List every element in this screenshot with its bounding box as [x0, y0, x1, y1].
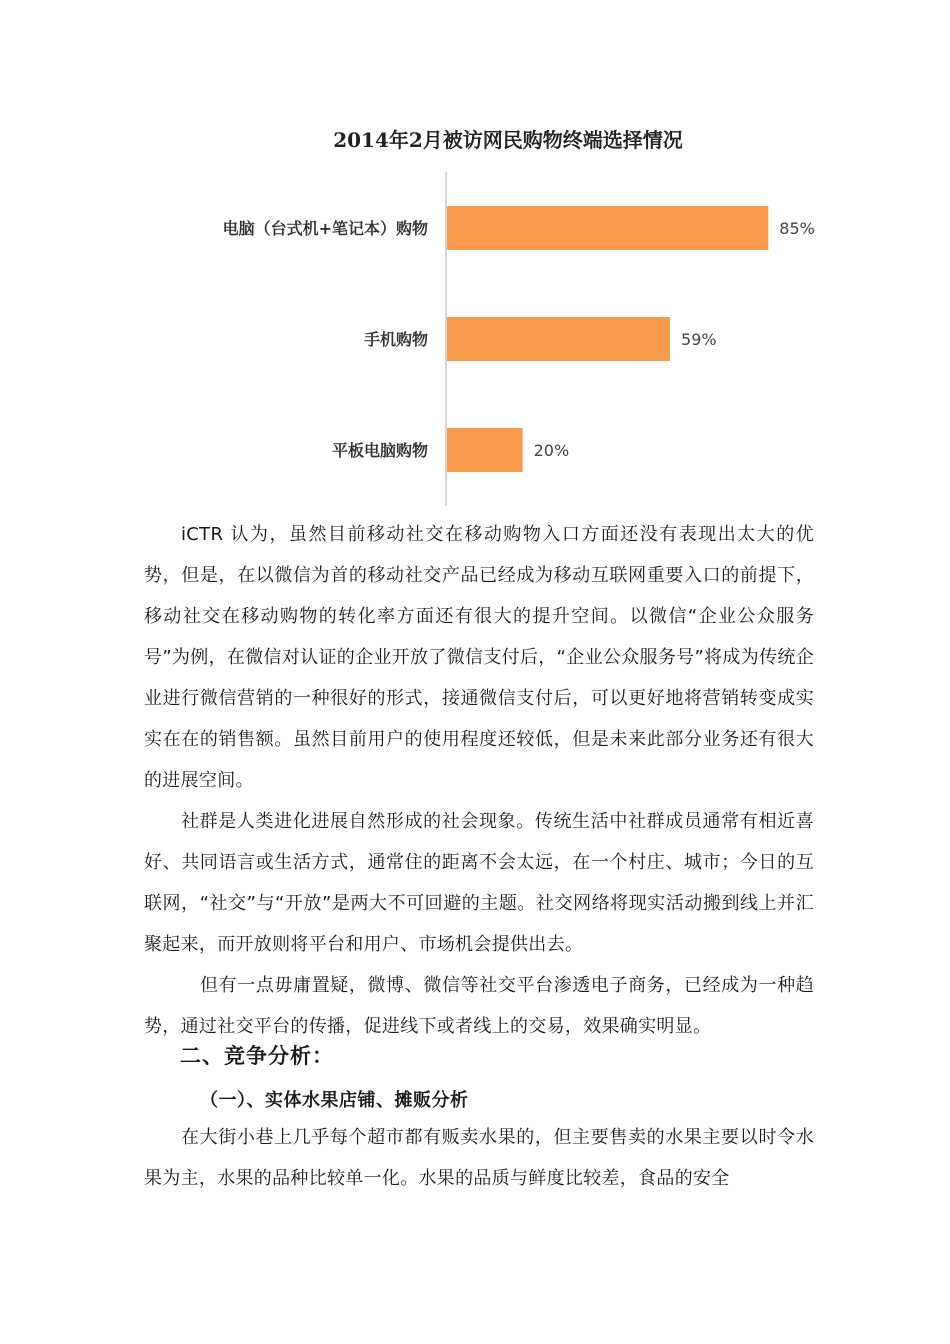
bar-2: [447, 428, 523, 472]
value-label-1: 59%: [681, 330, 717, 349]
value-label-2: 20%: [533, 441, 570, 460]
bar-0: [447, 206, 768, 250]
bar-1: [447, 317, 670, 361]
category-label-0: 电脑（台式机+笔记本）购物: [222, 219, 428, 238]
final-paragraph-block: [144, 1117, 814, 1199]
category-label-2: 平板电脑购物: [331, 441, 428, 460]
bars-group: [223, 206, 815, 472]
paragraph-community: 社群是人类进化进展自然形成的社会现象。传统生活中社群成员通常有相近喜好、共同语言或生活方式，通常住的距离不会太远，在一个村庄、城市；今日的互联网，“社交”与“开放”是两大不可回避的主题。社交网络将现实活动搬到线上并汇聚起来，而开放则将平台和用户、市场机会提供出去。: [144, 811, 814, 955]
paragraph-social-trend: 但有一点毋庸置疑，微博、微信等社交平台渗透电子商务，已经成为一种趋势，通过社交平台的传播，促进线下或者线上的交易，效果确实明显。: [144, 975, 814, 1037]
paragraph-fruit-shops: 在大街小巷上几乎每个超市都有贩卖水果的，但主要售卖的水果主要以时令水果为主，水果的品种比较单一化。水果的品质与鲜度比较差，食品的安全: [144, 1127, 814, 1189]
category-label-1: 手机购物: [363, 330, 428, 349]
section-heading: 二、竞争分析：: [180, 1044, 334, 1068]
body-paragraphs: [144, 514, 814, 1047]
subsection-heading: （一）、实体水果店铺、摊贩分析: [200, 1090, 469, 1111]
paragraph-ictr: iCTR 认为，虽然目前移动社交在移动购物入口方面还没有表现出太大的优势，但是，在以微信为首的移动社交产品已经成为移动互联网重要入口的前提下，移动社交在移动购物的转化率方面还有很大的提升空间。以微信“企业公众服务号”为例，在微信对认证的企业开放了微信支付后，“企业公众服务号”将成为传统企业进行微信营销的一种很好的形式，接通微信支付后，可以更好地将营销转变成实实在在的销售额。虽然目前用户的使用程度还较低，但是未来此部分业务还有很大的进展空间。: [144, 524, 814, 791]
bar-chart: [0, 0, 950, 520]
value-label-0: 85%: [779, 219, 815, 238]
chart-title: 2014年2月被访网民购物终端选择情况: [333, 128, 683, 152]
